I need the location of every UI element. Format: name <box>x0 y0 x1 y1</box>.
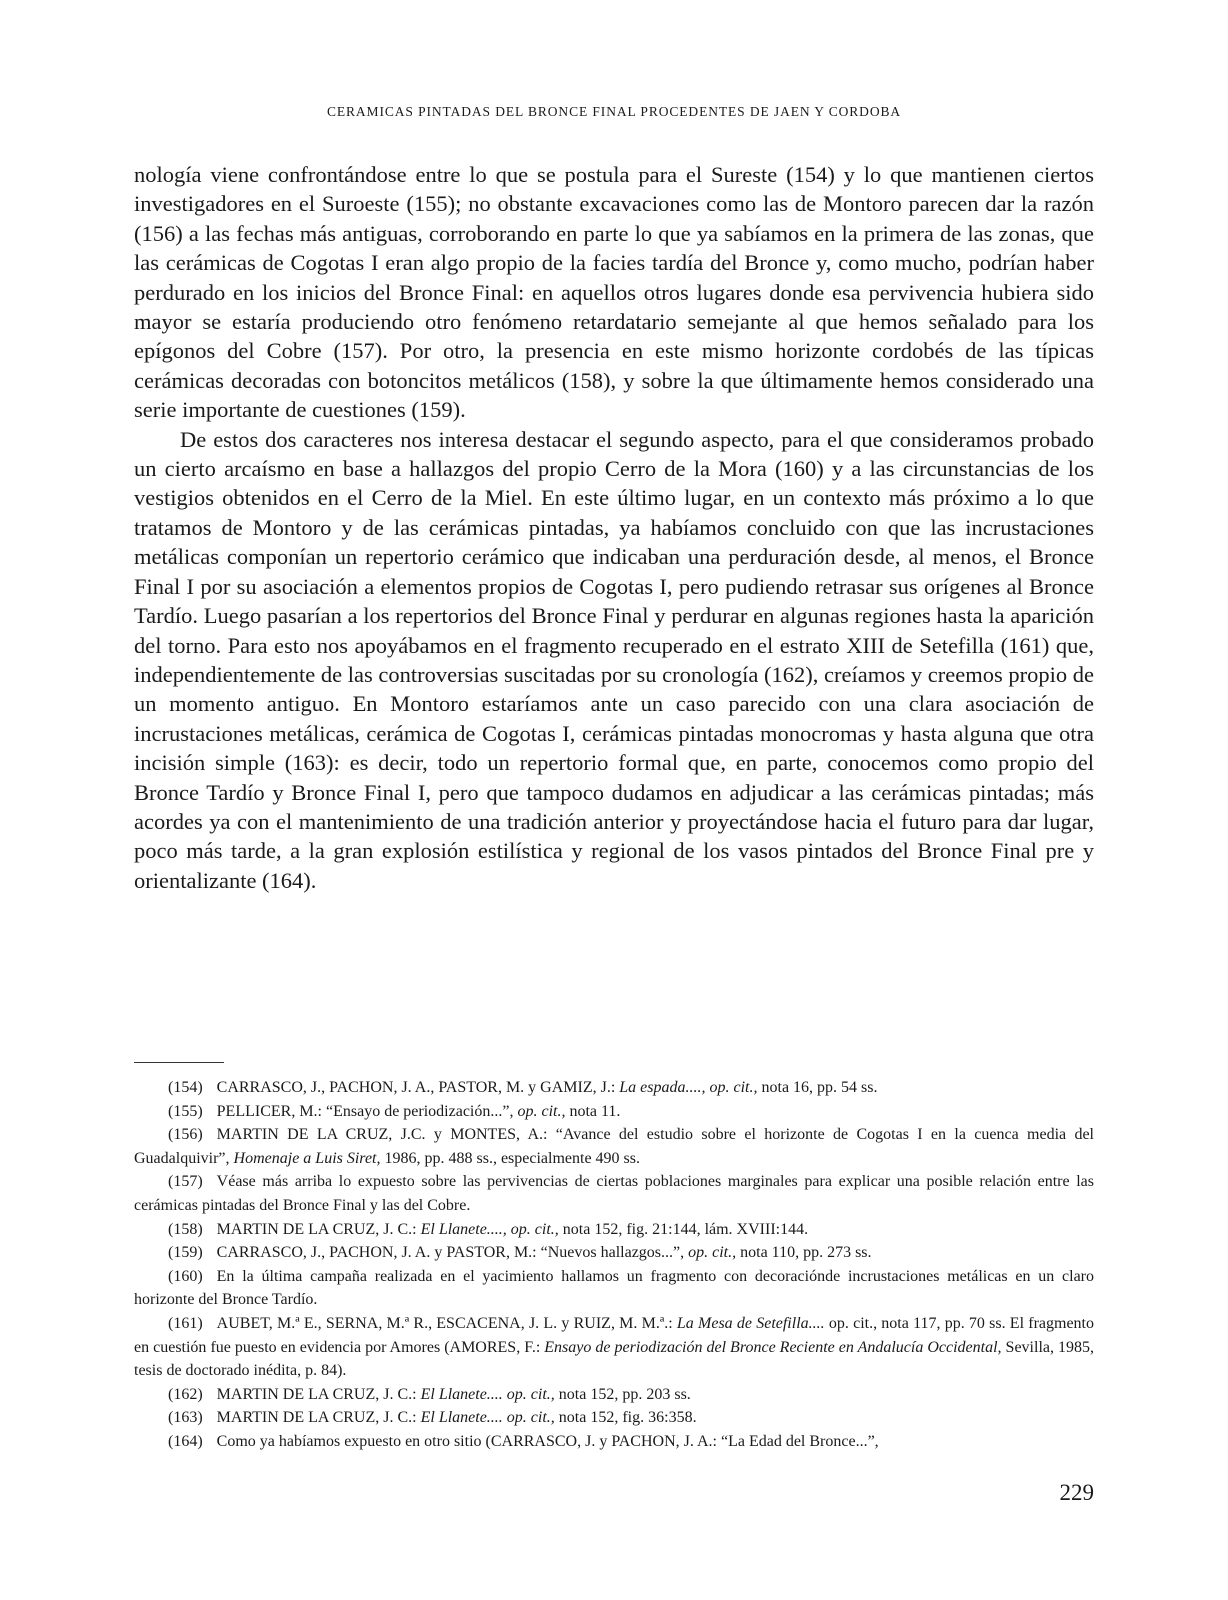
running-header: CERAMICAS PINTADAS DEL BRONCE FINAL PROCEDENTES DE JAEN Y CORDOBA <box>326 104 902 119</box>
footnote: (158) MARTIN DE LA CRUZ, J. C.: El Llanete...., op. cit., nota 152, fig. 21:144, lám. XVIII:144. <box>168 1220 809 1238</box>
paragraph: nología viene confrontándose entre lo que se postula para el Sureste (154) y lo que mantienen ciertos investigadores en el Suroeste (155); no obstante excavaciones como las de Montoro parecen dar la razón (156) a las fechas más antiguas, corroborando en parte lo que ya sabíamos en la primera de las zonas, que las cerámicas de Cogotas I eran algo propio de la facies tardía del Bronce y, como mucho, podrían haber perdurado en los inicios del Bronce Final: en aquellos otros lugares donde esa pervivencia hubiera sido mayor se estaría produciendo otro fenómeno retardatario semejante al que hemos señalado para los epígonos del Cobre (157). Por otro, la presencia en este mismo horizonte cordobés de las típicas cerámicas decoradas con botoncitos metálicos (158), y sobre la que últimamente hemos considerado una serie importante de cuestiones (159). <box>134 162 1094 423</box>
footnote: (163) MARTIN DE LA CRUZ, J. C.: El Llanete.... op. cit., nota 152, fig. 36:358. <box>168 1409 697 1427</box>
page-number: 229 <box>1059 1480 1094 1505</box>
footnote-separator <box>134 1062 224 1063</box>
footnote: (156) MARTIN DE LA CRUZ, J.C. y MONTES, A.: “Avance del estudio sobre el horizonte de Cogotas I en la cuenca media del Guadalquivir”, Homenaje a Luis Siret, 1986, pp. 488 ss., especialmente 490 ss. <box>134 1126 1094 1167</box>
footnote: (161) AUBET, M.ª E., SERNA, M.ª R., ESCACENA, J. L. y RUIZ, M. M.ª.: La Mesa de Setefilla.... op. cit., nota 117, pp. 70 ss. El fragmento en cuestión fue puesto en evidencia por Amores (AMORES, F.: Ensayo de periodización del Bronce Reciente en Andalucía Occidental, Sevilla, 1985, tesis de doctorado inédita, p. 84). <box>134 1314 1094 1380</box>
footnote: (157) Véase más arriba lo expuesto sobre las pervivencias de ciertas poblaciones marginales para explicar una posible relación entre las cerámicas pintadas del Bronce Final y las del Cobre. <box>134 1173 1094 1214</box>
footnote: (162) MARTIN DE LA CRUZ, J. C.: El Llanete.... op. cit., nota 152, pp. 203 ss. <box>168 1385 691 1403</box>
footnote: (154) CARRASCO, J., PACHON, J. A., PASTOR, M. y GAMIZ, J.: La espada...., op. cit., nota 16, pp. 54 ss. <box>168 1079 878 1096</box>
footnote: (160) En la última campaña realizada en el yacimiento hallamos un fragmento con decoracióndе incrustaciones metálicas en un claro horizonte del Bronce Tardío. <box>134 1267 1094 1309</box>
footnotes <box>134 1076 1094 1454</box>
body-text <box>134 160 1094 895</box>
paragraph: De estos dos caracteres nos interesa destacar el segundo aspecto, para el que consideramos probado un cierto arcaísmo en base a hallazgos del propio Cerro de la Mora (160) y a las circunstancias de los vestigios obtenidos en el Cerro de la Miel. En este último lugar, en un contexto más próximo a lo que tratamos de Montoro y de las cerámicas pintadas, ya habíamos concluido con que las incrustaciones metálicas componían un repertorio cerámico que indicaban una perduración desde, al menos, el Bronce Final I por su asociación a elementos propios de Cogotas I, pero pudiendo retrasar sus orígenes al Bronce Tardío. Luego pasarían a los repertorios del Bronce Final y perdurar en algunas regiones hasta la aparición del torno. Para esto nos apoyábamos en el fragmento recuperado en el estrato XIII de Setefilla (161) que, independientemente de las controversias suscitadas por su cronología (162), creíamos y creemos propio de un momento antiguo. En Montoro estaríamos ante un caso parecido con una clara asociación de incrustaciones metálicas, cerámica de Cogotas I, cerámicas pintadas monocromas y hasta alguna que otra incisión simple (163): es decir, todo un repertorio formal que, en parte, conocemos como propio del Bronce Tardío y Bronce Final I, pero que tampoco dudamos en adjudicar a las cerámicas pintadas; más acordes ya con el mantenimiento de una tradición anterior y proyectándose hacia el futuro para dar lugar, poco más tarde, a la gran explosión estilística y regional de los vasos pintados del Bronce Final pre y orientalizante (164). <box>134 426 1094 893</box>
footnote: (164) Como ya habíamos expuesto en otro sitio (CARRASCO, J. y PACHON, J. A.: “La Edad del Bronce...”, <box>168 1432 879 1450</box>
footnote: (159) CARRASCO, J., PACHON, J. A. y PASTOR, M.: “Nuevos hallazgos...”, op. cit., nota 110, pp. 273 ss. <box>168 1244 872 1262</box>
footnote: (155) PELLICER, M.: “Ensayo de periodización...”, op. cit., nota 11. <box>168 1102 621 1120</box>
